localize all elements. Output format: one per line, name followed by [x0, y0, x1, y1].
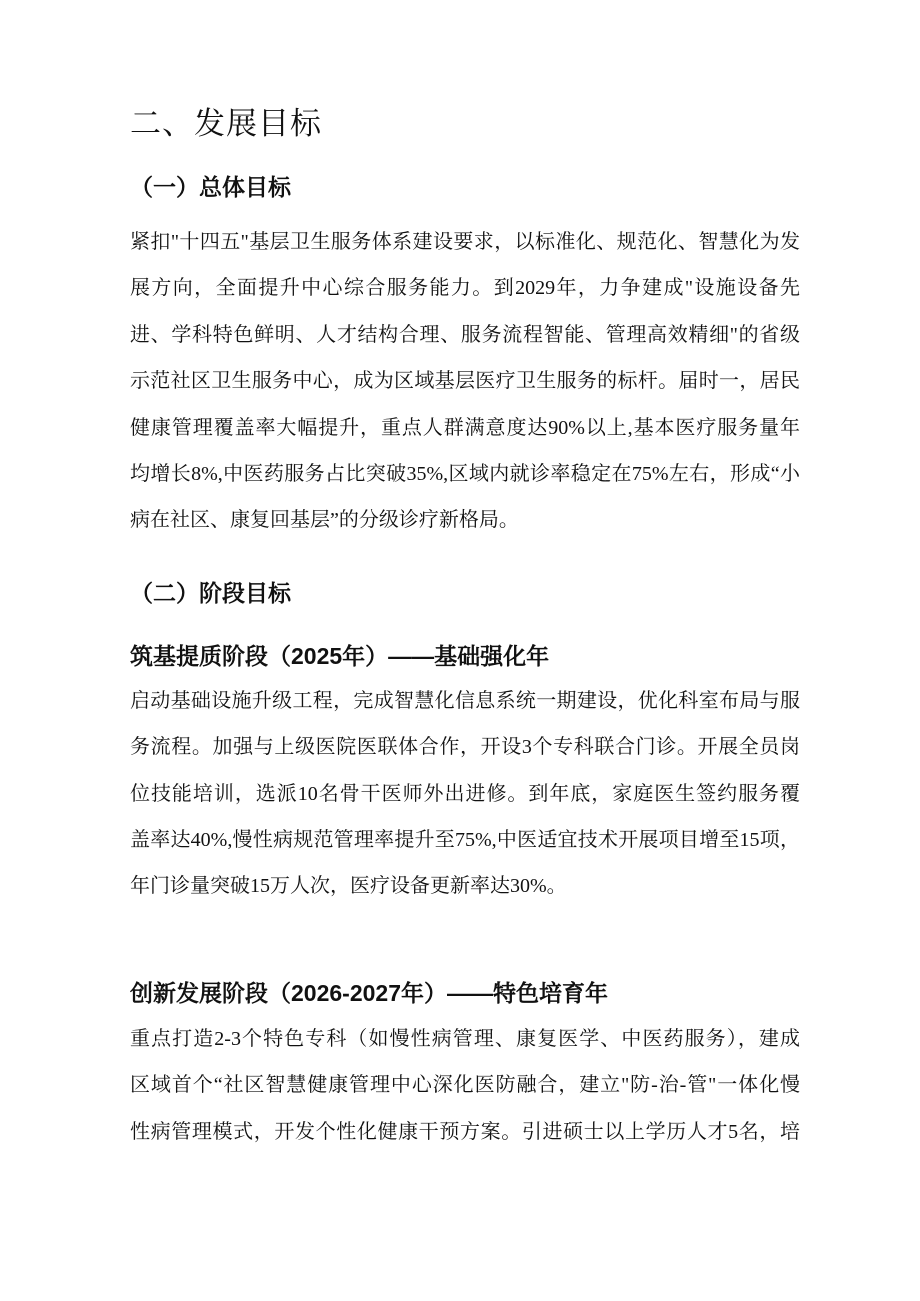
text-line: 紧扣"十四五"基层卫生服务体系建设要求，以标准化、规范化、智慧化为发 [130, 231, 800, 253]
text-line: 位技能培训，选派10名骨干医师外出进修。到年底，家庭医生签约服务覆 [130, 782, 800, 805]
text-line: 病在社区、康复回基层”的分级诊疗新格局。 [130, 509, 519, 532]
text-line: 进、学科特色鲜明、人才结构合理、服务流程智能、管理高效精细"的省级 [130, 323, 800, 346]
text-line: 展方向，全面提升中心综合服务能力。到2029年，力争建成"设施设备先 [130, 277, 800, 300]
text-line: 年门诊量突破15万人次，医疗设备更新率达30%。 [130, 875, 567, 898]
document-content [130, 0, 800, 1155]
text-line: 均增长8%,中医药服务占比突破35%,区域内就诊率稳定在75%左右，形成“小 [130, 463, 800, 486]
paragraph-stage-2025 [130, 678, 800, 910]
heading-stage-2026-2027: 创新发展阶段（2026-2027年）——特色培育年 [130, 979, 608, 1006]
heading-overall-goals: （一）总体目标 [130, 174, 291, 200]
paragraph-overall-goals [130, 219, 800, 544]
text-line: 启动基础设施升级工程，完成智慧化信息系统一期建设，优化科室布局与服 [130, 689, 800, 712]
document-title: 二、发展目标 [130, 106, 322, 141]
heading-stage-2025: 筑基提质阶段（2025年）——基础强化年 [130, 642, 550, 669]
text-line: 盖率达40%,慢性病规范管理率提升至75%,中医适宜技术开展项目增至15项， [130, 829, 800, 852]
text-line: 性病管理模式，开发个性化健康干预方案。引进硕士以上学历人才5名，培 [130, 1120, 800, 1143]
paragraph-stage-2026-2027 [130, 1016, 800, 1155]
text-line: 重点打造2-3个特色专科（如慢性病管理、康复医学、中医药服务），建成 [130, 1027, 800, 1050]
text-line: 健康管理覆盖率大幅提升，重点人群满意度达90%以上,基本医疗服务量年 [130, 416, 800, 439]
text-line: 区域首个“社区智慧健康管理中心深化医防融合，建立"防-治-管"一体化慢 [130, 1074, 800, 1097]
text-line: 示范社区卫生服务中心，成为区域基层医疗卫生服务的标杆。届时一，居民 [130, 370, 800, 393]
text-line: 务流程。加强与上级医院医联体合作，开设3个专科联合门诊。开展全员岗 [130, 736, 800, 759]
heading-phase-goals: （二）阶段目标 [130, 579, 291, 606]
